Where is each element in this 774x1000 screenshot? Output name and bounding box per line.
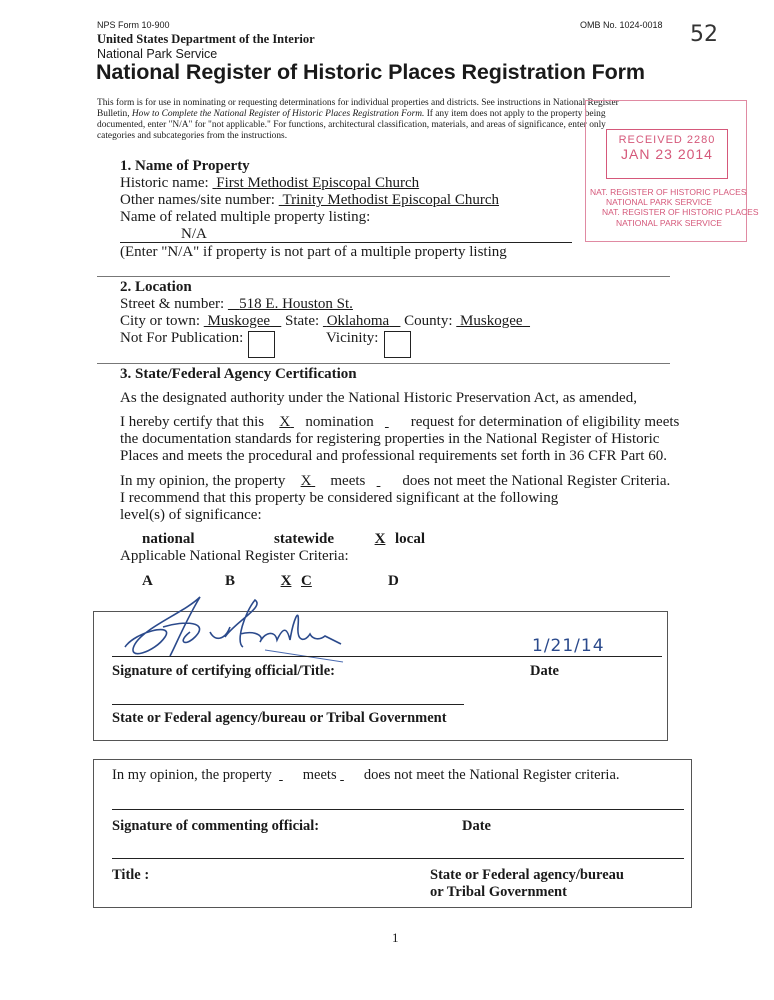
commenting-opinion-prefix: In my opinion, the property — [112, 767, 272, 783]
city-field[interactable] — [204, 313, 282, 329]
intro-text-part: Bulletin, — [97, 109, 132, 119]
commenting-meets-mark-field[interactable] — [279, 767, 299, 784]
stamp-line: NAT. REGISTER OF HISTORIC PLACES — [602, 207, 759, 217]
stamp-line: NATIONAL PARK SERVICE — [606, 197, 712, 207]
page-annotation: 52 — [690, 22, 718, 47]
vicinity-checkbox[interactable] — [384, 331, 411, 358]
stamp-line: NAT. REGISTER OF HISTORIC PLACES — [590, 187, 747, 197]
level-local-label: local — [395, 531, 425, 547]
meets-mark: X — [300, 473, 312, 489]
level-national-label: national — [142, 531, 195, 547]
certifying-date-value[interactable]: 1/21/14 — [532, 636, 605, 656]
commenting-signature-line — [112, 809, 684, 810]
not-meet-label: does not meet the National Register Criteria. — [402, 473, 671, 489]
meets-label: meets — [330, 473, 366, 489]
multiple-listing-label: Name of related multiple property listing: — [120, 209, 371, 225]
commenting-meets-label: meets — [302, 767, 337, 783]
certify-row — [120, 414, 679, 431]
street-field[interactable] — [228, 296, 548, 313]
level-statewide[interactable] — [252, 531, 334, 548]
street-value: 518 E. Houston St. — [239, 296, 353, 312]
street-row — [120, 296, 548, 313]
criterion-d-label: D — [388, 573, 399, 589]
signature-line — [112, 656, 662, 657]
received-stamp — [585, 100, 759, 242]
page-number: 1 — [392, 930, 399, 945]
criterion-b[interactable] — [203, 573, 235, 590]
bulletin-title: How to Complete the National Register of Historic Places Registration Form. — [131, 109, 425, 119]
request-mark-field[interactable] — [385, 414, 407, 431]
city-state-county-row — [120, 313, 530, 330]
other-names-label: Other names/site number: — [120, 192, 275, 208]
level-local[interactable] — [365, 531, 425, 548]
multiple-listing-value[interactable]: N/A — [181, 226, 207, 242]
historic-name-value: First Methodist Episcopal Church — [216, 175, 420, 191]
commenting-title-label: Title : — [112, 867, 150, 883]
historic-name-row — [120, 175, 546, 192]
commenting-agency-line1: State or Federal agency/bureau — [430, 867, 624, 883]
criterion-c-mark: X — [280, 573, 292, 589]
criterion-a[interactable] — [120, 573, 153, 590]
city-label: City or town: — [120, 313, 201, 329]
state-label: State: — [285, 313, 320, 329]
stamp-date-text: JAN 23 2014 — [621, 146, 713, 162]
certify-line2: the documentation standards for registering properties in the National Register of Historic — [120, 431, 660, 447]
criterion-a-label: A — [142, 573, 153, 589]
meets-mark-field[interactable] — [293, 473, 323, 490]
nomination-mark-field[interactable] — [272, 414, 302, 431]
page-title: National Register of Historic Places Registration Form — [96, 60, 645, 84]
request-label: request for determination of eligibility meets — [410, 414, 680, 430]
recommend-line2: level(s) of significance: — [120, 507, 262, 523]
criterion-b-label: B — [225, 573, 236, 589]
agency-name: National Park Service — [97, 47, 218, 61]
intro-line: documented, enter "N/A" for "not applicable." For functions, architectural classification, materials, and areas of significance, enter only — [97, 120, 606, 130]
multiple-listing-note: (Enter "N/A" if property is not part of a multiple property listing — [120, 244, 507, 260]
intro-line: This form is for use in nominating or requesting determinations for individual properties and districts. See instructions in National Register — [97, 98, 619, 108]
section3-heading: 3. State/Federal Agency Certification — [120, 366, 357, 382]
other-names-value: Trinity Methodist Episcopal Church — [282, 192, 499, 208]
certifying-signature-label: Signature of certifying official/Title: — [112, 663, 335, 679]
divider — [97, 276, 670, 277]
county-value: Muskogee — [460, 313, 523, 329]
not-for-publication-checkbox[interactable] — [248, 331, 275, 358]
commenting-agency-label — [430, 867, 624, 901]
vicinity-label: Vicinity: — [326, 330, 379, 346]
intro-line: categories and subcategories from the instructions. — [97, 131, 288, 141]
criterion-c-label: C — [301, 573, 312, 589]
historic-name-label: Historic name: — [120, 175, 209, 191]
opinion-prefix: In my opinion, the property — [120, 473, 286, 489]
form-number: NPS Form 10-900 — [97, 20, 170, 30]
omb-number: OMB No. 1024-0018 — [580, 20, 663, 30]
agency-line — [112, 704, 464, 705]
recommend-line1: I recommend that this property be considered significant at the following — [120, 490, 559, 506]
certify-prefix: I hereby certify that this — [120, 414, 265, 430]
multiple-listing-underline — [120, 242, 572, 243]
state-field[interactable] — [323, 313, 400, 329]
commenting-date-label: Date — [462, 818, 491, 834]
street-label: Street & number: — [120, 296, 225, 312]
stamp-line: NATIONAL PARK SERVICE — [616, 218, 722, 228]
section2-heading: 2. Location — [120, 279, 192, 295]
certifying-date-label: Date — [530, 663, 559, 679]
department-name: United States Department of the Interior — [97, 32, 315, 46]
state-value: Oklahoma — [326, 313, 390, 329]
other-names-field[interactable] — [279, 192, 557, 209]
signature-image — [115, 592, 345, 664]
commenting-title-line — [112, 858, 684, 859]
other-names-row — [120, 192, 557, 209]
commenting-agency-line2: or Tribal Government — [430, 884, 567, 900]
level-national[interactable] — [120, 531, 195, 548]
section1-heading: 1. Name of Property — [120, 158, 250, 174]
certifying-agency-label: State or Federal agency/bureau or Tribal Government — [112, 710, 447, 726]
intro-text-part: If any item does not apply to the property being — [424, 109, 606, 119]
certify-line3: Places and meets the procedural and professional requirements set forth in 36 CFR Part 60. — [120, 448, 667, 464]
opinion-row — [120, 473, 670, 490]
criterion-d[interactable] — [366, 573, 399, 590]
commenting-not-meet-mark-field[interactable] — [340, 767, 360, 784]
criterion-c[interactable] — [271, 573, 312, 590]
city-value: Muskogee — [207, 313, 271, 329]
authority-text: As the designated authority under the National Historic Preservation Act, as amended, — [120, 390, 637, 406]
nomination-label: nomination — [305, 414, 374, 430]
commenting-not-meet-label: does not meet the National Register criteria. — [363, 767, 620, 783]
criteria-label: Applicable National Register Criteria: — [120, 548, 349, 564]
commenting-signature-label: Signature of commenting official: — [112, 818, 320, 834]
stamp-date-box — [606, 129, 728, 179]
historic-name-field[interactable] — [212, 175, 546, 192]
commenting-opinion-row — [112, 767, 620, 784]
county-label: County: — [404, 313, 453, 329]
stamp-received-text: RECEIVED 2280 — [618, 134, 716, 146]
level-statewide-label: statewide — [274, 531, 334, 547]
not-for-publication-label: Not For Publication: — [120, 330, 244, 346]
county-field[interactable] — [456, 313, 530, 329]
divider — [97, 363, 670, 364]
not-meet-mark-field[interactable] — [377, 473, 399, 490]
level-local-mark: X — [374, 531, 386, 547]
nomination-mark: X — [279, 414, 291, 430]
